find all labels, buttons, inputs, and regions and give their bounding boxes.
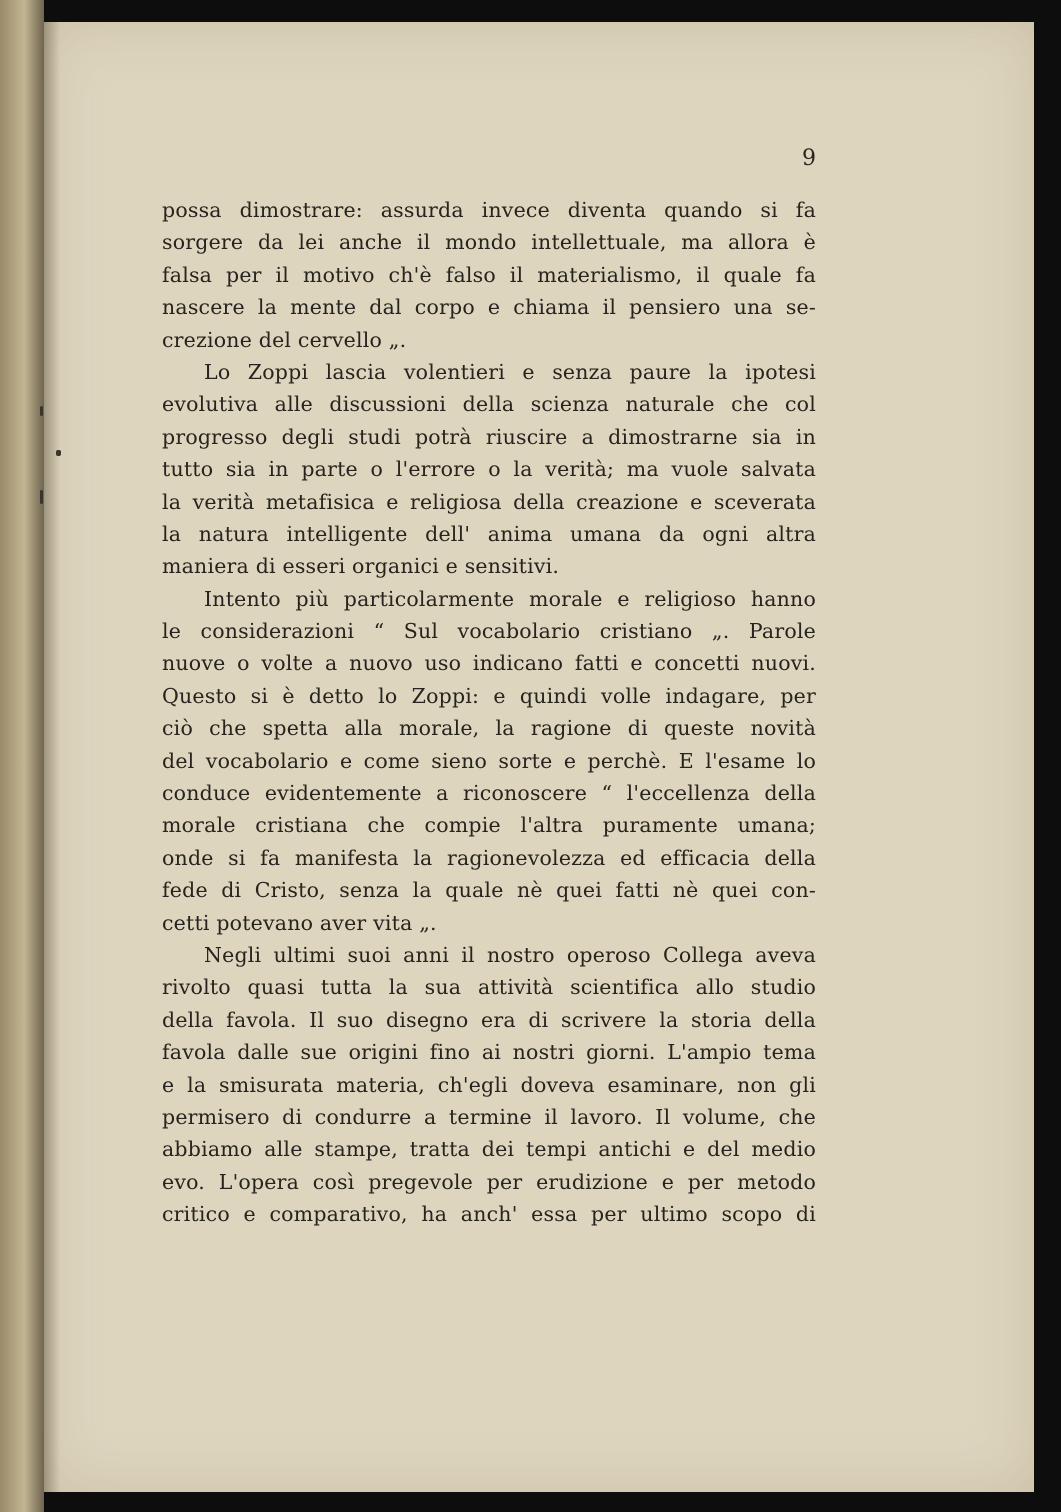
text-line: Lo Zoppi lascia volentieri e senza paure la ipotesi: [204, 359, 816, 384]
text-line: sorgere da lei anche il mondo intellettuale, ma allora è: [162, 230, 816, 255]
text-line: evo. L'opera così pregevole per erudizione e per metodo: [162, 1169, 816, 1194]
text-line: ciò che spetta alla morale, la ragione di queste novità: [162, 716, 816, 741]
margin-mark: [40, 490, 43, 504]
margin-mark: [56, 450, 61, 456]
left-page-edge: [0, 0, 44, 1512]
text-line: della favola. Il suo disegno era di scrivere la storia della: [162, 1007, 816, 1032]
text-line: rivolto quasi tutta la sua attività scientifica allo studio: [162, 975, 816, 1000]
text-line: falsa per il motivo ch'è falso il materialismo, il quale fa: [162, 262, 816, 287]
text-line: tutto sia in parte o l'errore o la verità; ma vuole salvata: [162, 457, 816, 482]
text-line: fede di Cristo, senza la quale nè quei fatti nè quei con-: [162, 878, 816, 903]
text-line: nuove o volte a nuovo uso indicano fatti e concetti nuovi.: [162, 651, 816, 676]
text-line: del vocabolario e come sieno sorte e perchè. E l'esame lo: [162, 748, 816, 773]
text-line: critico e comparativo, ha anch' essa per ultimo scopo di: [162, 1202, 816, 1227]
text-line: maniera di esseri organici e sensitivi.: [162, 554, 560, 579]
text-line: progresso degli studi potrà riuscire a dimostrarne sia in: [162, 424, 816, 449]
text-line: Negli ultimi suoi anni il nostro operoso Collega aveva: [204, 942, 816, 967]
text-line: Intento più particolarmente morale e religioso hanno: [204, 586, 816, 611]
text-line: crezione del cervello „.: [162, 327, 407, 352]
margin-mark: [40, 406, 43, 416]
text-line: conduce evidentemente a riconoscere “ l'eccellenza della: [162, 781, 816, 806]
fold-shadow: [44, 22, 60, 1492]
text-line: favola dalle sue origini fino ai nostri giorni. L'ampio tema: [162, 1040, 816, 1065]
text-line: possa dimostrare: assurda invece diventa quando si fa: [162, 198, 816, 222]
text-line: onde si fa manifesta la ragionevolezza ed efficacia della: [162, 845, 816, 870]
text-line: le considerazioni “ Sul vocabolario cristiano „. Parole: [162, 619, 816, 644]
text-line: nascere la mente dal corpo e chiama il pensiero una se-: [162, 295, 816, 320]
book-page: [44, 22, 1034, 1492]
text-line: la natura intelligente dell' anima umana da ogni altra: [162, 521, 816, 546]
text-line: cetti potevano aver vita „.: [162, 910, 437, 935]
text-line: Questo si è detto lo Zoppi: e quindi volle indagare, per: [162, 683, 816, 708]
text-line: evolutiva alle discussioni della scienza naturale che col: [162, 392, 816, 417]
text-line: la verità metafisica e religiosa della creazione e sceverata: [162, 489, 816, 514]
text-line: permisero di condurre a termine il lavoro. Il volume, che: [162, 1104, 816, 1129]
text-line: abbiamo alle stampe, tratta dei tempi antichi e del medio: [162, 1137, 816, 1162]
page-number: 9: [802, 146, 816, 171]
body-text: [162, 194, 816, 1231]
text-line: e la smisurata materia, ch'egli doveva esaminare, non gli: [162, 1072, 816, 1097]
text-line: morale cristiana che compie l'altra puramente umana;: [162, 813, 816, 838]
